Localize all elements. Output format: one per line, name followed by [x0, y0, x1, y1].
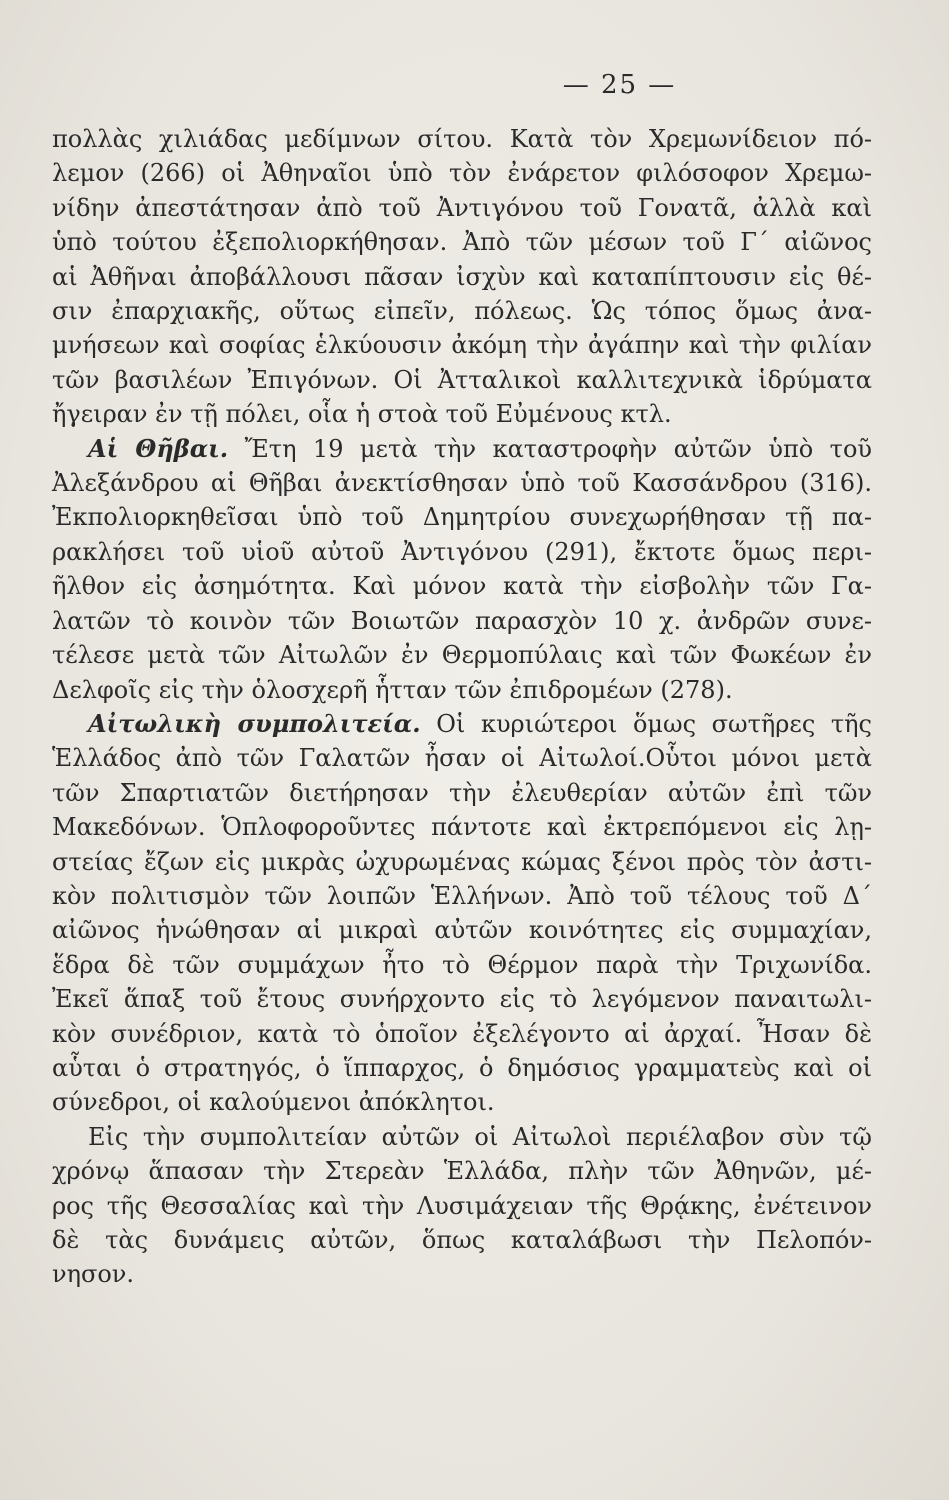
text-line: λατῶν τὸ κοινὸν τῶν Βοιωτῶν παρασχὸν 10 χ. ἀνδρῶν συνε-	[52, 606, 872, 635]
text-line: μνήσεων καὶ σοφίας ἑλκύουσιν ἀκόμη τὴν ἀγάπην καὶ τὴν φιλίαν	[52, 331, 872, 360]
text-line: σύνεδροι, οἱ καλούμενοι ἀπόκλητοι.	[52, 1088, 495, 1117]
text-line: ρος τῆς Θεσσαλίας καὶ τὴν Λυσιμάχειαν τῆς Θρᾴκης, ἐνέτεινον	[52, 1191, 872, 1220]
text-line: κὸν συνέδριον, κατὰ τὸ ὁποῖον ἐξελέγοντο αἱ ἀρχαί. Ἦσαν δὲ	[52, 1019, 872, 1048]
text-line: ἕδρα δὲ τῶν συμμάχων ἦτο τὸ Θέρμον παρὰ τὴν Τριχωνίδα.	[52, 950, 872, 979]
section-heading: Αἰτωλικὴ συμπολιτεία.	[88, 708, 421, 738]
text-line: αἱ Ἀθῆναι ἀποβάλλουσι πᾶσαν ἰσχὺν καὶ καταπίπτουσιν εἰς θέ-	[52, 262, 872, 291]
text-line: Ἐκεῖ ἅπαξ τοῦ ἔτους συνήρχοντο εἰς τὸ λεγόμενον παναιτωλι-	[52, 985, 872, 1014]
paragraph-first-line: Εἰς τὴν συμπολιτείαν αὐτῶν οἱ Αἰτωλοὶ περιέλαβον σὺν τῷ	[88, 1122, 872, 1151]
text-line: στείας ἔζων εἰς μικρὰς ὠχυρωμένας κώμας ξένοι πρὸς τὸν ἀστι-	[52, 847, 872, 876]
paragraph-first-line	[52, 432, 872, 466]
text-fragment: Οἱ κυριώτεροι ὅμως σωτῆρες τῆς	[420, 709, 872, 738]
text-line: τῶν βασιλέων Ἐπιγόνων. Οἱ Ἀτταλικοὶ καλλιτεχνικὰ ἱδρύματα	[52, 365, 872, 394]
text-line: Ἐκπολιορκηθεῖσαι ὑπὸ τοῦ Δημητρίου συνεχωρήθησαν τῇ πα-	[52, 503, 872, 532]
text-line: σιν ἐπαρχιακῆς, οὕτως εἰπεῖν, πόλεως. Ὡς τόπος ὅμως ἀνα-	[52, 297, 872, 326]
text-line: Δελφοῖς εἰς τὴν ὁλοσχερῆ ἧτταν τῶν ἐπιδρομέων (278).	[52, 675, 733, 704]
text-line: ρακλήσει τοῦ υἱοῦ αὐτοῦ Ἀντιγόνου (291), ἔκτοτε ὅμως περι-	[52, 537, 872, 566]
text-line: τέλεσε μετὰ τῶν Αἰτωλῶν ἐν Θερμοπύλαις καὶ τῶν Φωκέων ἐν	[52, 641, 872, 670]
text-line: Μακεδόνων. Ὁπλοφοροῦντες πάντοτε καὶ ἐκτρεπόμενοι εἰς λῃ-	[52, 813, 872, 842]
text-line: χρόνῳ ἅπασαν τὴν Στερεὰν Ἑλλάδα, πλὴν τῶν Ἀθηνῶν, μέ-	[52, 1157, 872, 1186]
text-line: Ἑλλάδος ἀπὸ τῶν Γαλατῶν ἦσαν οἱ Αἰτωλοί.Οὗτοι μόνοι μετὰ	[52, 744, 872, 773]
page-number: — 25 —	[562, 70, 677, 100]
text-line: ὑπὸ τούτου ἐξεπολιορκήθησαν. Ἀπὸ τῶν μέσων τοῦ Γ´ αἰῶνος	[52, 228, 872, 257]
text-line: κὸν πολιτισμὸν τῶν λοιπῶν Ἑλλήνων. Ἀπὸ τοῦ τέλους τοῦ Δ´	[52, 881, 872, 910]
text-line: νησον.	[52, 1260, 135, 1289]
text-line: ἤγειραν ἐν τῇ πόλει, οἷα ἡ στοὰ τοῦ Εὐμένους κτλ.	[52, 400, 672, 429]
body-text	[52, 122, 872, 1292]
text-fragment: Ἔτη 19 μετὰ τὴν καταστροφὴν αὐτῶν ὑπὸ τοῦ	[228, 434, 872, 463]
text-line: πολλὰς χιλιάδας μεδίμνων σίτου. Κατὰ τὸν Χρεμωνίδειον πό-	[52, 125, 872, 153]
section-heading: Αἱ Θῆβαι.	[88, 433, 229, 463]
paragraph-first-line	[52, 707, 872, 741]
text-line: λεμον (266) οἱ Ἀθηναῖοι ὑπὸ τὸν ἐνάρετον φιλόσοφον Χρεμω-	[52, 159, 872, 188]
text-line: δὲ τὰς δυνάμεις αὐτῶν, ὅπως καταλάβωσι τὴν Πελοπόν-	[52, 1226, 872, 1254]
text-line: νίδην ἀπεστάτησαν ἀπὸ τοῦ Ἀντιγόνου τοῦ Γονατᾶ, ἀλλὰ καὶ	[52, 193, 872, 222]
text-line: αἰῶνος ἡνώθησαν αἱ μικραὶ αὐτῶν κοινότητες εἰς συμμαχίαν,	[52, 916, 872, 945]
text-line: τῶν Σπαρτιατῶν διετήρησαν τὴν ἐλευθερίαν αὐτῶν ἐπὶ τῶν	[52, 778, 872, 807]
text-line: Ἀλεξάνδρου αἱ Θῆβαι ἀνεκτίσθησαν ὑπὸ τοῦ Κασσάνδρου (316).	[52, 469, 872, 498]
text-line: αὗται ὁ στρατηγός, ὁ ἵππαρχος, ὁ δημόσιος γραμματεὺς καὶ οἱ	[52, 1053, 872, 1082]
text-line: ῆλθον εἰς ἀσημότητα. Καὶ μόνον κατὰ τὴν εἰσβολὴν τῶν Γα-	[52, 572, 872, 601]
